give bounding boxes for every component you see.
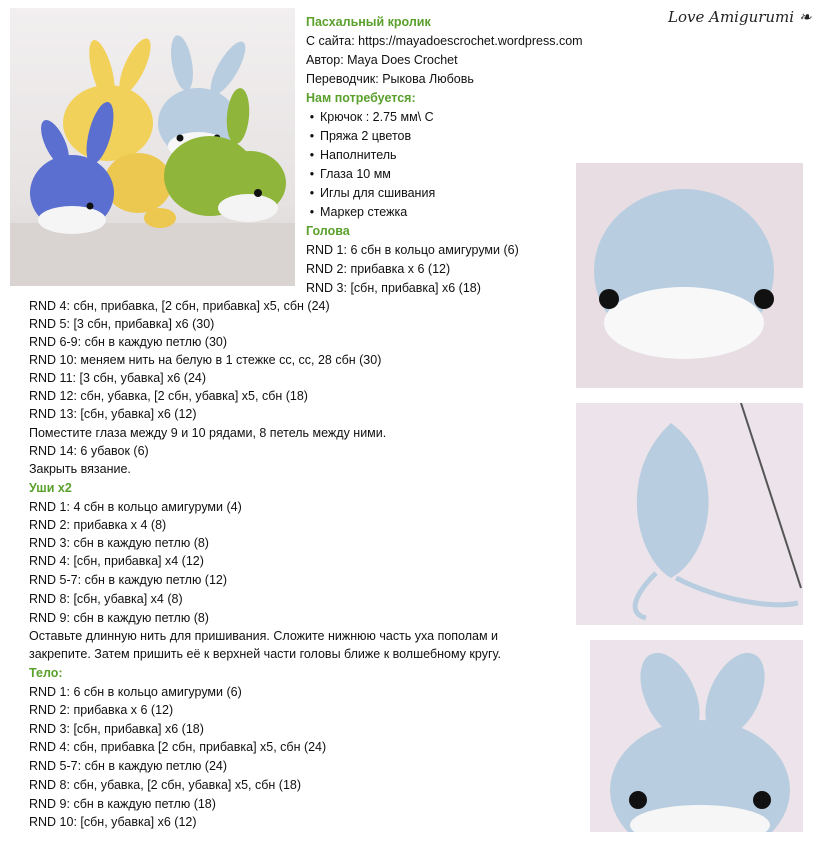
head-instruction: Закрыть вязание. bbox=[29, 462, 131, 476]
body-row: RND 2: прибавка х 6 (12) bbox=[29, 703, 174, 717]
head-row: RND 3: [сбн, прибавка] х6 (18) bbox=[306, 281, 481, 295]
ears-on-head-photo bbox=[590, 640, 803, 832]
head-row: RND 11: [3 сбн, убавка] х6 (24) bbox=[29, 371, 207, 385]
ears-instruction: Оставьте длинную нить для пришивания. Сложите нижнюю часть уха пополам и bbox=[29, 629, 499, 643]
materials-heading: Нам потребуется: bbox=[306, 91, 416, 105]
ears-instruction: закрепите. Затем пришить её к верхней части головы ближе к волшебному кругу. bbox=[29, 647, 501, 661]
head-instruction: Поместите глаза между 9 и 10 рядами, 8 петель между ними. bbox=[29, 426, 387, 440]
materials-item: • Маркер стежка bbox=[304, 204, 407, 221]
materials-item: • Крючок : 2.75 мм\ С bbox=[304, 109, 434, 126]
head-photo bbox=[576, 163, 803, 388]
head-heading: Голова bbox=[306, 224, 350, 238]
body-row: RND 4: сбн, прибавка [2 сбн, прибавка] х5, сбн (24) bbox=[29, 740, 327, 754]
author-line: Автор: Maya Does Crochet bbox=[306, 53, 458, 67]
ear-photo bbox=[576, 403, 803, 625]
brand-logo bbox=[668, 8, 811, 26]
ears-row: RND 4: [сбн, прибавка] х4 (12) bbox=[29, 554, 204, 568]
body-row: RND 1: 6 сбн в кольцо амигуруми (6) bbox=[29, 685, 242, 699]
ears-row: RND 2: прибавка х 4 (8) bbox=[29, 518, 167, 532]
head-row: RND 5: [3 сбн, прибавка] х6 (30) bbox=[29, 317, 215, 331]
materials-item: • Иглы для сшивания bbox=[304, 185, 435, 202]
body-row: RND 9: сбн в каждую петлю (18) bbox=[29, 797, 216, 811]
head-row: RND 2: прибавка х 6 (12) bbox=[306, 262, 451, 276]
body-row: RND 8: сбн, убавка, [2 сбн, убавка] х5, сбн (18) bbox=[29, 778, 302, 792]
body-row: RND 10: [сбн, убавка] х6 (12) bbox=[29, 815, 197, 829]
ears-row: RND 1: 4 сбн в кольцо амигуруми (4) bbox=[29, 500, 242, 514]
materials-item: • Глаза 10 мм bbox=[304, 166, 391, 183]
body-row: RND 5-7: сбн в каждую петлю (24) bbox=[29, 759, 228, 773]
ears-row: RND 9: сбн в каждую петлю (8) bbox=[29, 611, 209, 625]
head-row: RND 10: меняем нить на белую в 1 стежке сс, сс, 28 сбн (30) bbox=[29, 353, 382, 367]
pattern-title: Пасхальный кролик bbox=[306, 15, 431, 29]
head-row: RND 12: сбн, убавка, [2 сбн, убавка] х5, сбн (18) bbox=[29, 389, 308, 403]
materials-item: • Наполнитель bbox=[304, 147, 397, 164]
head-row: RND 6-9: сбн в каждую петлю (30) bbox=[29, 335, 228, 349]
ears-row: RND 3: сбн в каждую петлю (8) bbox=[29, 536, 209, 550]
ears-row: RND 8: [сбн, убавка] х4 (8) bbox=[29, 592, 183, 606]
bunnies-photo bbox=[10, 8, 295, 286]
source-line: С сайта: https://mayadoescrochet.wordpress.com bbox=[306, 34, 583, 48]
leaf-icon: ❧ bbox=[798, 8, 812, 26]
head-row: RND 1: 6 сбн в кольцо амигуруми (6) bbox=[306, 243, 519, 257]
materials-item: • Пряжа 2 цветов bbox=[304, 128, 411, 145]
logo-text: Love Amigurumi bbox=[668, 8, 795, 26]
ears-row: RND 5-7: сбн в каждую петлю (12) bbox=[29, 573, 228, 587]
body-heading: Тело: bbox=[29, 666, 63, 680]
head-row: RND 4: сбн, прибавка, [2 сбн, прибавка] х5, сбн (24) bbox=[29, 299, 330, 313]
translator-line: Переводчик: Рыкова Любовь bbox=[306, 72, 474, 86]
body-row: RND 3: [сбн, прибавка] х6 (18) bbox=[29, 722, 204, 736]
head-row: RND 13: [сбн, убавка] х6 (12) bbox=[29, 407, 197, 421]
ears-heading: Уши х2 bbox=[29, 481, 72, 495]
head-row: RND 14: 6 убавок (6) bbox=[29, 444, 149, 458]
